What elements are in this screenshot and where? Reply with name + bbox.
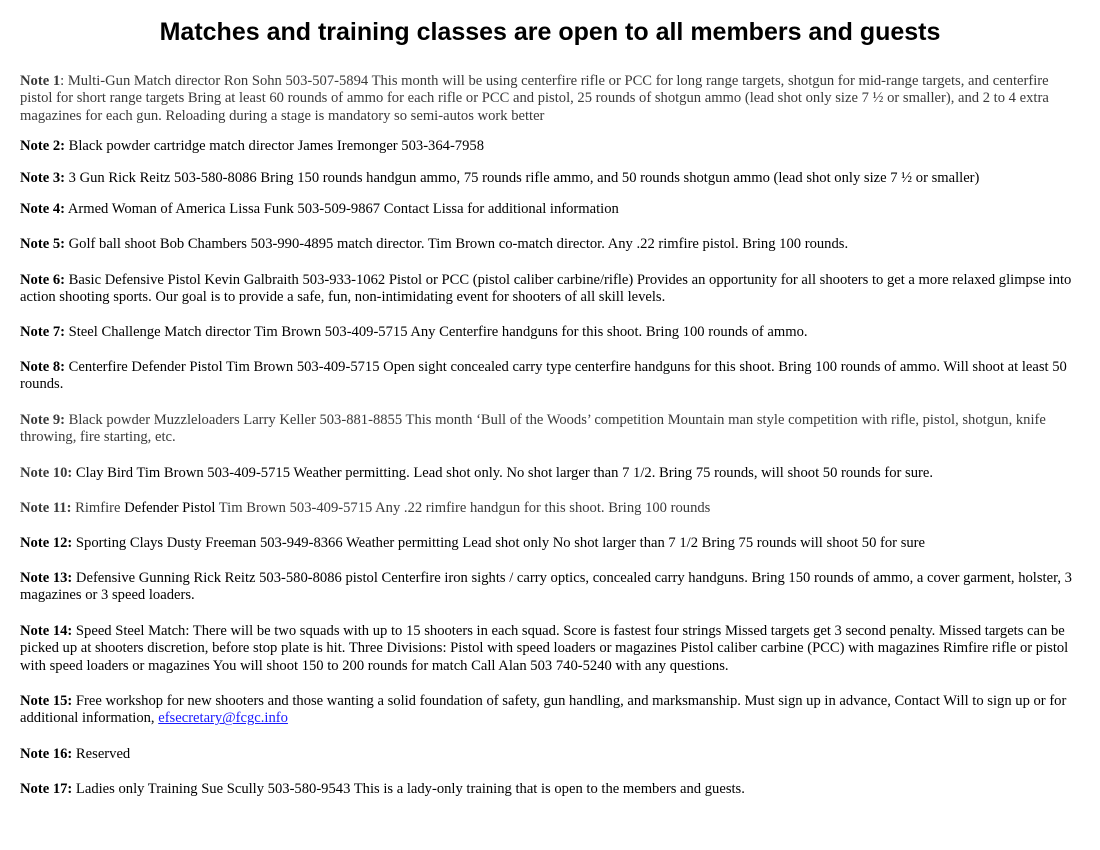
note-text: 3 Gun Rick Reitz 503-580-8086 Bring 150 rounds handgun ammo, 75 rounds rifle ammo, and 50 rounds shotgun ammo (lead shot only size 7 ½ or smaller) — [64, 170, 980, 186]
note-7 — [20, 324, 1084, 341]
note-14 — [20, 623, 1084, 675]
note-label: Note 15: — [20, 693, 73, 709]
page-title: Matches and training classes are open to all members and guests — [159, 18, 941, 46]
note-label: Note 13: — [20, 570, 73, 586]
note-4 — [20, 201, 1084, 218]
note-text: Sporting Clays Dusty Freeman 503-949-8366 Weather permitting Lead shot only No shot larger than 7 1/2 Bring 75 rounds will shoot 50 for sure — [72, 535, 926, 551]
note-label: Note 2: — [20, 138, 65, 154]
note-5 — [20, 236, 1084, 253]
email-link[interactable]: efsecretary@fcgc.info — [158, 710, 288, 727]
note-text: Black powder Muzzleloaders Larry Keller 503-881-8855 This month ‘Bull of the Woods’ competition Mountain man style competition with rifle, pistol, shotgun, knife throwing, fire starting, etc. — [20, 412, 1046, 446]
note-text: Steel Challenge Match director Tim Brown 503-409-5715 Any Centerfire handguns for this shoot. Bring 100 rounds of ammo. — [64, 324, 808, 340]
note-label: Note 9: — [20, 412, 65, 428]
note-text: Clay Bird Tim Brown 503-409-5715 Weather permitting. Lead shot only. No shot larger than 7 1/2. Bring 75 rounds, will shoot 50 rounds for sure. — [72, 465, 934, 481]
note-label: Note 1 — [20, 73, 61, 89]
note-label: Note 10: — [20, 465, 73, 481]
note-text: Ladies only Training Sue Scully 503-580-9543 This is a lady-only training that is open to the members and guests. — [72, 781, 745, 797]
note-16 — [20, 746, 1084, 763]
note-label: Note 7: — [20, 324, 65, 340]
note-label: Note 5: — [20, 236, 65, 252]
note-text: Armed Woman of America Lissa Funk 503-509-9867 Contact Lissa for additional information — [64, 201, 619, 217]
note-13 — [20, 570, 1084, 605]
note-label: Note 6: — [20, 272, 65, 288]
note-text: Tim Brown 503-409-5715 Any .22 rimfire handgun for this shoot. Bring 100 rounds — [215, 500, 711, 516]
note-text: Black powder cartridge match director James Iremonger 503-364-7958 — [64, 138, 484, 154]
note-1 — [20, 73, 1084, 125]
note-label: Note 4: — [20, 201, 65, 217]
note-label: Note 17: — [20, 781, 73, 797]
note-8 — [20, 359, 1084, 394]
note-15 — [20, 693, 1084, 728]
note-label: Note 11: — [20, 500, 72, 516]
note-17 — [20, 781, 1084, 798]
note-label: Note 8: — [20, 359, 65, 375]
note-9 — [20, 412, 1084, 447]
note-text: Defensive Gunning Rick Reitz 503-580-8086 pistol Centerfire iron sights / carry optics, concealed carry handguns. Bring 150 rounds of ammo, a cover garment, holster, 3 magazines or 3 speed loaders. — [20, 570, 1072, 604]
note-label: Note 14: — [20, 623, 73, 639]
note-text: Reserved — [72, 746, 131, 762]
note-2 — [20, 138, 1084, 155]
note-12 — [20, 535, 1084, 552]
note-text: Centerfire Defender Pistol Tim Brown 503-409-5715 Open sight concealed carry type centerfire handguns for this shoot. Bring 100 rounds of ammo. Will shoot at least 50 rounds. — [20, 359, 1067, 393]
note-6 — [20, 272, 1084, 307]
note-3 — [20, 170, 1084, 187]
note-11 — [20, 500, 1084, 517]
note-text: Golf ball shoot Bob Chambers 503-990-4895 match director. Tim Brown co-match director. Any .22 rimfire pistol. Bring 100 rounds. — [64, 236, 849, 252]
note-label: Note 3: — [20, 170, 65, 186]
note-text: : Multi-Gun Match director Ron Sohn 503-507-5894 This month will be using centerfire rifle or PCC for long range targets, shotgun for mid-range targets, and centerfire pistol for short range targets Bring at least 60 rounds of ammo for each rifle or PCC and pistol, 25 rounds of shotgun ammo (lead shot only size 7 ½ or smaller), and 2 to 4 extra magazines for each gun. Reloading during a stage is mandatory so semi-autos work better — [20, 73, 1049, 124]
note-label: Note 16: — [20, 746, 73, 762]
note-text-emphasis: Defender Pistol — [124, 500, 216, 516]
note-text: Rimfire — [71, 500, 125, 516]
note-text: Speed Steel Match: There will be two squads with up to 15 shooters in each squad. Score is fastest four strings Missed targets get 3 second penalty. Missed targets can be picked up at shooters discretion, before stop plate is hit. Three Divisions: Pistol with speed loaders or magazines Pistol caliber carbine (PCC) with magazines Rimfire rifle or pistol with speed loaders or magazines You will shoot 150 to 200 rounds for match Call Alan 503 740-5240 with any questions. — [20, 623, 1069, 674]
note-text: Basic Defensive Pistol Kevin Galbraith 503-933-1062 Pistol or PCC (pistol caliber carbine/rifle) Provides an opportunity for all shooters to get a more relaxed glimpse into action shooting sports. Our goal is to provide a safe, fun, non-intimidating event for shooters of all skill levels. — [20, 272, 1072, 306]
note-text: Free workshop for new shooters and those wanting a solid foundation of safety, gun handling, and marksmanship. Must sign up in advance, Contact Will to sign up or for additional information, — [20, 693, 1067, 727]
note-label: Note 12: — [20, 535, 73, 551]
note-10 — [20, 465, 1084, 482]
